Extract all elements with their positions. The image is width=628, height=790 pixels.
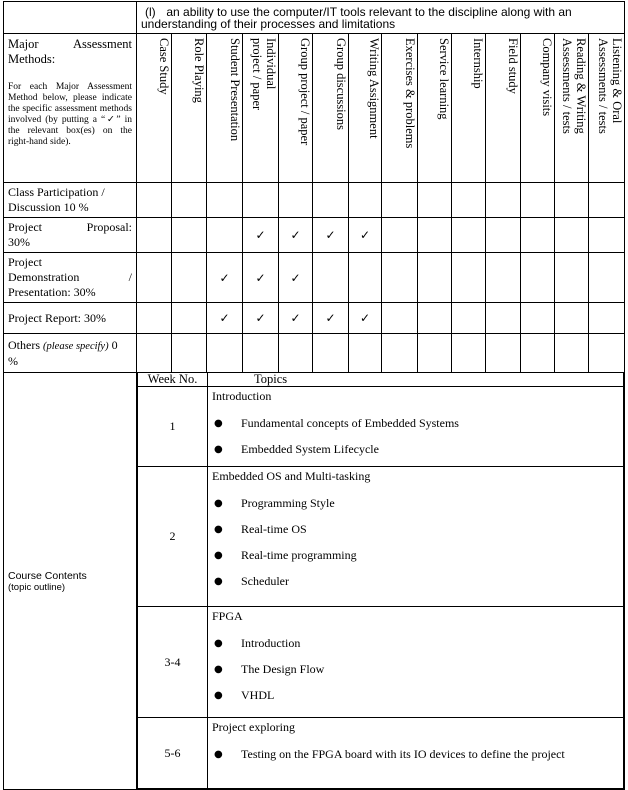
topic-item-text: Scheduler — [241, 574, 289, 588]
learning-outcome-cell — [137, 2, 625, 34]
column-header-label: Group discussions — [334, 38, 348, 131]
bullet-icon: ● — [214, 690, 223, 701]
method-check-cell — [172, 253, 207, 303]
topic-item-text: Introduction — [241, 636, 301, 650]
week-number: 5-6 — [138, 718, 208, 789]
method-check-cell — [313, 303, 349, 334]
topic-item-text: Embedded System Lifecycle — [241, 442, 379, 456]
row-label-line — [8, 338, 132, 354]
topic-item-text: Testing on the FPGA board with its IO devices to define the project — [241, 747, 565, 761]
row-label-line: Class Participation / — [8, 185, 105, 199]
row-label-line: Project Report: 30% — [8, 310, 106, 325]
method-check-cell — [313, 253, 349, 303]
week-row — [138, 718, 624, 789]
method-check-cell — [555, 183, 589, 218]
method-check-cell — [279, 253, 313, 303]
assessment-header-cell — [4, 34, 137, 183]
week-row — [138, 467, 624, 607]
method-check-cell — [589, 218, 625, 253]
bullet-icon: ● — [214, 638, 223, 649]
method-check-cell — [521, 334, 555, 373]
topic-item-text: Real-time programming — [241, 548, 357, 562]
bullet-icon: ● — [214, 418, 223, 429]
column-header — [382, 34, 418, 183]
method-check-cell — [207, 218, 243, 253]
course-contents-row — [4, 373, 625, 790]
assessment-header-note: For each Major Assessment Method below, please indicate the specific assessment methods involved (by putting a “✓” in the relevant box(es) on the right-hand side). — [8, 82, 132, 147]
method-check-cell — [349, 334, 382, 373]
column-header — [486, 34, 521, 183]
column-header-label: Service learning — [437, 38, 451, 120]
topic-heading: Project exploring — [212, 720, 295, 734]
assessment-row — [4, 334, 625, 373]
topic-item — [212, 521, 619, 537]
column-header-label: Individual project / paper — [250, 38, 278, 111]
check-mark-icon: ✓ — [219, 270, 230, 285]
topic-item — [212, 746, 619, 762]
please-specify-note: (please specify) — [43, 341, 109, 352]
assessment-row — [4, 218, 625, 253]
topic-heading: Introduction — [212, 389, 272, 403]
course-contents-sublabel: (topic outline) — [8, 581, 66, 593]
method-check-cell — [207, 253, 243, 303]
method-check-cell — [243, 218, 279, 253]
method-check-cell — [243, 334, 279, 373]
assessment-row-label — [4, 303, 137, 334]
topic-item-text: The Design Flow — [241, 662, 325, 676]
method-check-cell — [452, 253, 486, 303]
method-check-cell — [207, 183, 243, 218]
method-check-cell — [589, 183, 625, 218]
assessment-row-label — [4, 253, 137, 303]
assessment-header-title-2: Methods: — [8, 52, 56, 66]
row-label-line: 30% — [8, 235, 30, 249]
method-check-cell — [243, 303, 279, 334]
method-check-cell — [349, 218, 382, 253]
method-check-cell — [486, 183, 521, 218]
method-check-cell — [418, 334, 452, 373]
course-contents-label: Course Contents — [8, 569, 87, 582]
method-check-cell — [521, 253, 555, 303]
method-check-cell — [418, 303, 452, 334]
bullet-icon: ● — [214, 444, 223, 455]
column-header — [589, 34, 625, 183]
assessment-header-row — [4, 34, 625, 183]
method-check-cell — [243, 183, 279, 218]
course-contents-label-cell — [4, 373, 137, 790]
week-topics — [208, 467, 624, 607]
method-check-cell — [172, 334, 207, 373]
method-check-cell — [382, 253, 418, 303]
column-header — [243, 34, 279, 183]
method-check-cell — [137, 218, 172, 253]
assessment-row-label — [4, 218, 137, 253]
column-header — [279, 34, 313, 183]
row-label-line: % — [8, 354, 18, 368]
topic-item — [212, 661, 619, 677]
column-header — [452, 34, 486, 183]
check-mark-icon: ✓ — [255, 311, 266, 325]
method-check-cell — [172, 183, 207, 218]
method-check-cell — [521, 303, 555, 334]
column-header — [172, 34, 207, 183]
check-mark-icon: ✓ — [219, 311, 230, 325]
method-check-cell — [555, 253, 589, 303]
others-percent: 0 — [111, 338, 118, 352]
bullet-icon: ● — [214, 524, 223, 535]
method-check-cell — [452, 334, 486, 373]
column-header — [555, 34, 589, 183]
check-mark-icon: ✓ — [290, 228, 301, 242]
column-header-label: Exercises & problems — [403, 38, 417, 149]
method-check-cell — [382, 303, 418, 334]
column-header — [521, 34, 555, 183]
bullet-icon: ● — [214, 498, 223, 509]
method-check-cell — [207, 334, 243, 373]
row-label-line: Project — [8, 255, 42, 269]
method-check-cell — [207, 303, 243, 334]
method-check-cell — [279, 183, 313, 218]
row-label-line: Presentation: 30% — [8, 285, 96, 299]
topic-item-text: Real-time OS — [241, 522, 307, 536]
week-row — [138, 607, 624, 718]
column-header — [313, 34, 349, 183]
week-topics — [208, 718, 624, 789]
column-header — [207, 34, 243, 183]
course-table — [3, 1, 625, 790]
method-check-cell — [555, 334, 589, 373]
method-check-cell — [418, 253, 452, 303]
check-mark-icon: ✓ — [325, 311, 336, 325]
method-check-cell — [589, 253, 625, 303]
method-check-cell — [172, 218, 207, 253]
assessment-row — [4, 253, 625, 303]
column-header-label: Listening & Oral Assessments / tests — [596, 38, 625, 134]
method-check-cell — [452, 218, 486, 253]
row-label-line: Discussion 10 % — [8, 200, 89, 214]
method-check-cell — [349, 253, 382, 303]
topic-item-text: Programming Style — [241, 496, 335, 510]
method-check-cell — [486, 334, 521, 373]
method-check-cell — [486, 253, 521, 303]
method-check-cell — [137, 253, 172, 303]
method-check-cell — [555, 303, 589, 334]
week-topics — [208, 387, 624, 467]
method-check-cell — [137, 334, 172, 373]
topics-header-row — [138, 373, 624, 387]
method-check-cell — [279, 303, 313, 334]
topic-item-text: Fundamental concepts of Embedded Systems — [241, 416, 459, 430]
method-check-cell — [382, 334, 418, 373]
week-row — [138, 387, 624, 467]
method-check-cell — [349, 183, 382, 218]
method-check-cell — [313, 218, 349, 253]
learning-outcome-text: an ability to use the computer/IT tools relevant to the discipline along with an understanding of their processes and limitations — [141, 5, 572, 31]
check-mark-icon: ✓ — [290, 270, 301, 285]
column-header-label: Group project / paper — [298, 38, 312, 146]
column-header-label: Writing Assignment — [367, 38, 381, 139]
method-check-cell — [418, 183, 452, 218]
method-check-cell — [137, 303, 172, 334]
method-check-cell — [172, 303, 207, 334]
method-check-cell — [486, 218, 521, 253]
column-header-label: Student Presentation — [228, 38, 242, 142]
column-header-label: Company visits — [540, 38, 554, 117]
method-check-cell — [349, 303, 382, 334]
method-check-cell — [589, 334, 625, 373]
learning-outcome-spacer — [4, 2, 137, 34]
learning-outcome-row — [4, 2, 625, 34]
topic-item — [212, 547, 619, 563]
column-header — [137, 34, 172, 183]
method-check-cell — [452, 183, 486, 218]
row-label-line: Demonstration / — [8, 270, 132, 284]
topic-item — [212, 573, 619, 589]
topics-column-header: Topics — [208, 373, 624, 387]
check-mark-icon: ✓ — [325, 228, 336, 242]
assessment-header-title: Major Assessment — [8, 37, 132, 51]
topic-heading: Embedded OS and Multi-tasking — [212, 469, 371, 483]
column-header — [418, 34, 452, 183]
assessment-row — [4, 183, 625, 218]
week-number: 1 — [138, 387, 208, 467]
row-label-line: Project Proposal: — [8, 220, 132, 234]
column-header — [349, 34, 382, 183]
method-check-cell — [137, 183, 172, 218]
method-check-cell — [313, 334, 349, 373]
assessment-row — [4, 303, 625, 334]
check-mark-icon: ✓ — [359, 311, 371, 325]
column-header-label: Role Playing — [192, 38, 206, 103]
check-mark-icon: ✓ — [290, 311, 301, 325]
topic-item — [212, 687, 619, 703]
method-check-cell — [452, 303, 486, 334]
bullet-icon: ● — [214, 576, 223, 587]
column-header-label: Reading & Writing Assessments / tests — [560, 38, 588, 134]
column-header-label: Case Study — [157, 38, 171, 95]
week-topics — [208, 607, 624, 718]
bullet-icon: ● — [214, 749, 223, 760]
check-mark-icon: ✓ — [255, 270, 266, 285]
method-check-cell — [418, 218, 452, 253]
method-check-cell — [279, 334, 313, 373]
method-check-cell — [243, 253, 279, 303]
topic-heading: FPGA — [212, 609, 243, 623]
method-check-cell — [382, 218, 418, 253]
column-header-label: Field study — [506, 38, 520, 94]
topic-item-text: VHDL — [241, 688, 275, 702]
method-check-cell — [589, 303, 625, 334]
topic-item — [212, 415, 619, 431]
topic-item — [212, 495, 619, 511]
method-check-cell — [279, 218, 313, 253]
assessment-row-label — [4, 334, 137, 373]
method-check-cell — [521, 183, 555, 218]
method-check-cell — [521, 218, 555, 253]
others-label: Others — [8, 338, 40, 352]
topic-item — [212, 441, 619, 457]
week-column-header: Week No. — [138, 373, 208, 387]
column-header-label: Internship — [471, 38, 485, 89]
week-number: 2 — [138, 467, 208, 607]
learning-outcome-id: (l) — [145, 5, 156, 19]
topics-table — [137, 373, 624, 789]
week-number: 3-4 — [138, 607, 208, 718]
method-check-cell — [313, 183, 349, 218]
method-check-cell — [486, 303, 521, 334]
topic-item — [212, 635, 619, 651]
assessment-row-label — [4, 183, 137, 218]
method-check-cell — [555, 218, 589, 253]
bullet-icon: ● — [214, 664, 223, 675]
check-mark-icon: ✓ — [359, 228, 371, 242]
method-check-cell — [382, 183, 418, 218]
check-mark-icon: ✓ — [255, 228, 266, 242]
bullet-icon: ● — [214, 550, 223, 561]
course-contents-cell — [137, 373, 625, 790]
